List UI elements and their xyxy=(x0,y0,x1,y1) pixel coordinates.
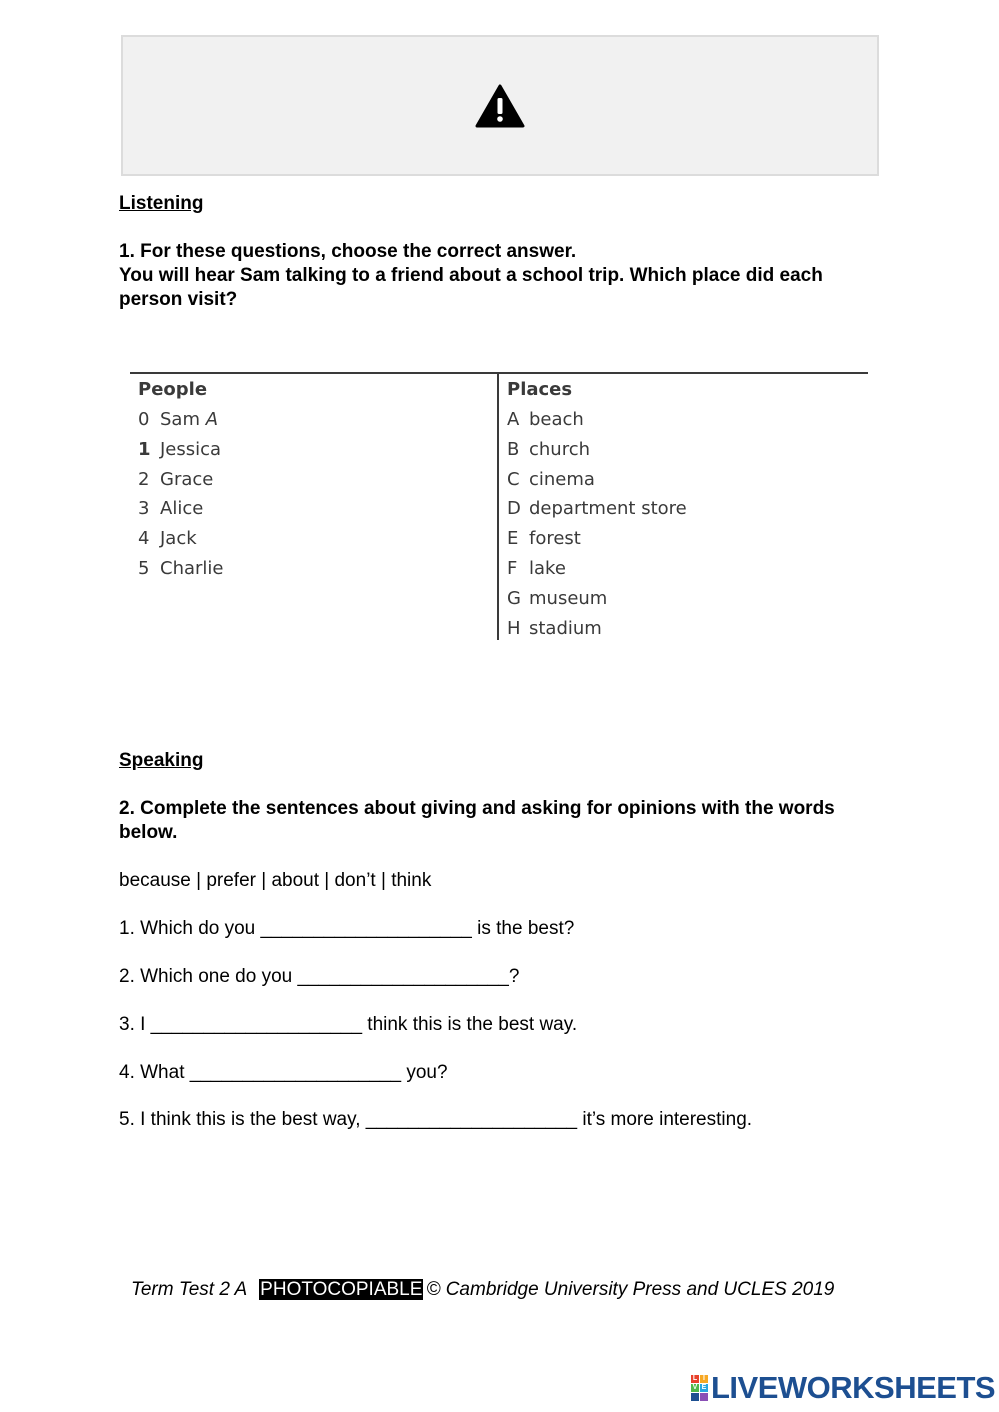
place-row xyxy=(507,555,687,585)
place-name: stadium xyxy=(529,617,602,639)
place-letter: D xyxy=(507,498,521,520)
sentence-item: 1. Which do you ____________________ is the best? xyxy=(119,918,575,939)
people-row xyxy=(138,436,223,466)
brand-wordmark: LIVEWORKSHEETS xyxy=(711,1370,996,1405)
people-number: 0 xyxy=(138,409,150,430)
people-row xyxy=(138,466,223,496)
place-letter: F xyxy=(507,557,518,579)
logo-tile: I xyxy=(700,1375,708,1383)
people-name: Sam xyxy=(160,409,200,430)
people-number: 3 xyxy=(138,498,150,520)
listening-heading: Listening xyxy=(119,193,204,214)
sentence-item: 3. I ____________________ think this is the best way. xyxy=(119,1014,578,1035)
place-row xyxy=(507,436,687,466)
speaking-question: 2. Complete the sentences about giving and asking for opinions with the words below. xyxy=(119,798,835,843)
place-row xyxy=(507,585,687,615)
people-column xyxy=(138,378,223,585)
listening-question-instructions: You will hear Sam talking to a friend about a school trip. Which place did each person visit? xyxy=(119,265,823,310)
image-unavailable-placeholder xyxy=(121,35,879,176)
table-column-divider xyxy=(497,374,499,640)
place-letter: E xyxy=(507,528,519,550)
people-row xyxy=(138,555,223,585)
place-name: cinema xyxy=(529,468,595,490)
logo-tile xyxy=(691,1393,699,1401)
speaking-heading: Speaking xyxy=(119,750,204,771)
people-name: Alice xyxy=(160,498,204,520)
place-name: forest xyxy=(529,528,581,550)
place-letter: B xyxy=(507,438,520,460)
place-letter: G xyxy=(507,587,521,609)
people-header: People xyxy=(138,379,208,400)
people-number: 4 xyxy=(138,528,150,550)
place-row xyxy=(507,525,687,555)
word-bank: because | prefer | about | don’t | think xyxy=(119,870,432,891)
place-row xyxy=(507,615,687,645)
warning-icon xyxy=(475,84,525,128)
liveworksheets-logo-icon xyxy=(691,1375,708,1401)
sentence-item: 2. Which one do you ____________________? xyxy=(119,966,520,987)
logo-tile xyxy=(700,1393,708,1401)
people-name: Jack xyxy=(160,528,197,550)
place-row xyxy=(507,495,687,525)
place-row xyxy=(507,466,687,496)
place-letter: A xyxy=(507,409,520,430)
logo-tile: L xyxy=(692,1375,698,1382)
listening-question-title: 1. For these questions, choose the correct answer. xyxy=(119,241,577,262)
liveworksheets-brand[interactable] xyxy=(691,1370,996,1405)
page-footer xyxy=(131,1278,834,1302)
people-row xyxy=(138,525,223,555)
people-number: 1 xyxy=(138,438,151,460)
place-letter: C xyxy=(507,468,520,490)
people-name: Grace xyxy=(160,468,214,490)
place-name: church xyxy=(529,438,591,460)
people-name: Jessica xyxy=(160,438,222,460)
people-row xyxy=(138,406,223,436)
people-number: 2 xyxy=(138,468,150,490)
people-number: 5 xyxy=(138,557,150,579)
place-name: museum xyxy=(529,587,608,609)
places-header: Places xyxy=(507,379,573,400)
photocopiable-badge: PHOTOCOPIABLE xyxy=(260,1279,423,1300)
sentence-item: 5. I think this is the best way, ____________________ it’s more interesting. xyxy=(119,1109,753,1130)
people-places-table xyxy=(130,372,868,640)
place-name: department store xyxy=(529,498,687,520)
place-row xyxy=(507,406,687,436)
logo-tile: V xyxy=(692,1384,698,1391)
place-letter: H xyxy=(507,617,521,639)
test-label: Term Test 2 A xyxy=(131,1279,248,1300)
table-top-rule xyxy=(130,372,868,374)
place-name: lake xyxy=(529,557,566,579)
example-answer: A xyxy=(205,409,219,430)
logo-tile: E xyxy=(701,1384,707,1391)
sentence-item: 4. What ____________________ you? xyxy=(119,1062,448,1083)
copyright-notice: © Cambridge University Press and UCLES 2019 xyxy=(426,1279,835,1300)
places-column xyxy=(507,378,687,644)
people-name: Charlie xyxy=(160,557,224,579)
place-name: beach xyxy=(529,409,584,430)
people-row xyxy=(138,495,223,525)
